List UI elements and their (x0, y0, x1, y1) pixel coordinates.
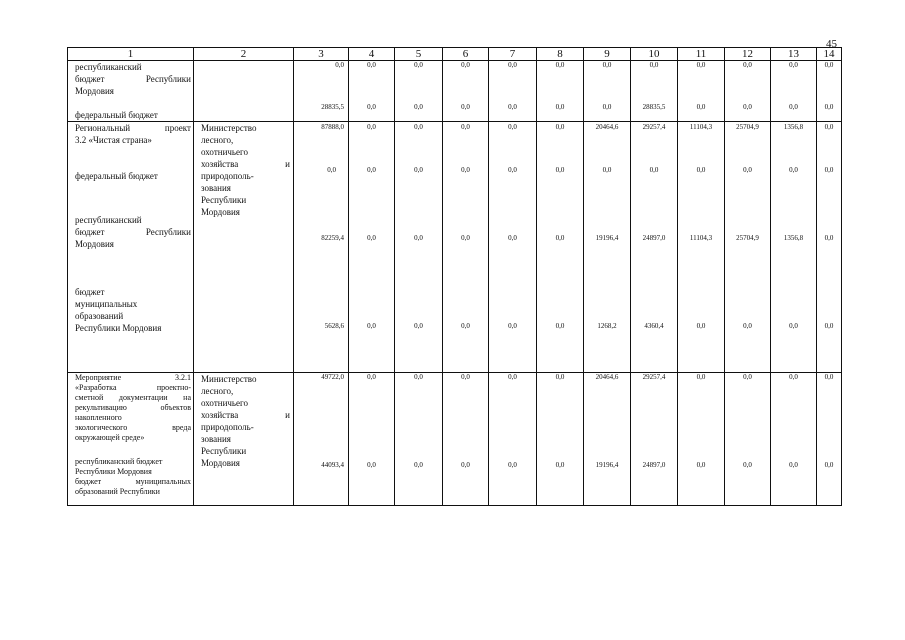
value-text: 0,0 (461, 234, 470, 242)
value-text: 0,0 (824, 61, 834, 69)
org-line: охотничьего (201, 398, 248, 408)
value-text: 0,0 (414, 234, 423, 242)
value-cell (584, 122, 631, 373)
value-text: 0,0 (602, 166, 612, 174)
value-text: 0,0 (555, 322, 565, 330)
org-line: лесного, (201, 135, 234, 145)
org-line: охотничьего (201, 147, 248, 157)
value-text: 0,0 (367, 322, 376, 330)
value-cell (817, 61, 842, 122)
value-text: 0,0 (555, 234, 565, 242)
row-description (68, 373, 194, 506)
value-text: 1356,8 (783, 123, 804, 131)
column-header: 14 (817, 48, 842, 61)
column-header: 12 (725, 48, 771, 61)
description-line: Мероприятие 3.2.1 (75, 373, 191, 382)
value-text: 0,0 (414, 373, 423, 381)
value-text: 0,0 (743, 322, 752, 330)
value-text: 0,0 (555, 373, 565, 381)
value-text: 82259,4 (321, 234, 344, 242)
description-line: сметной документации на (75, 393, 191, 402)
value-text: 1268,2 (597, 322, 617, 330)
value-text: 0,0 (367, 123, 376, 131)
value-text: 0,0 (602, 103, 612, 111)
org-line: хозяйства и (201, 159, 290, 169)
value-text: 0,0 (649, 61, 659, 69)
value-text: 29257,4 (642, 123, 666, 131)
column-header: 8 (537, 48, 584, 61)
description-line: окружающей среде» (75, 433, 145, 442)
value-cell (489, 373, 537, 506)
value-cell (678, 122, 725, 373)
value-text: 0,0 (696, 373, 706, 381)
column-header: 1 (68, 48, 194, 61)
column-header: 6 (443, 48, 489, 61)
value-text: 0,0 (649, 166, 659, 174)
value-text: 19196,4 (595, 461, 619, 469)
value-cell (489, 122, 537, 373)
value-cell (631, 373, 678, 506)
description-line: республиканский бюджет (75, 457, 163, 466)
value-cell (395, 373, 443, 506)
value-text: 0,0 (696, 166, 706, 174)
value-text: 0,0 (508, 103, 517, 111)
value-text: 0,0 (743, 166, 752, 174)
value-cell (817, 373, 842, 506)
value-text: 0,0 (461, 373, 470, 381)
org-line: Мордовия (201, 207, 240, 217)
value-text: 24897,0 (642, 461, 666, 469)
value-text: 28835,5 (642, 103, 666, 111)
value-text: 0,0 (824, 461, 834, 469)
value-text: 0,0 (696, 322, 706, 330)
value-cell (771, 373, 817, 506)
description-line: муниципальных (75, 299, 138, 309)
value-text: 0,0 (824, 103, 834, 111)
description-line: бюджет муниципальных (75, 477, 191, 486)
value-text: 0,0 (789, 61, 798, 69)
value-cell (678, 373, 725, 506)
row-description (68, 61, 194, 122)
value-text: 0,0 (461, 103, 470, 111)
value-cell (443, 61, 489, 122)
value-text: 0,0 (696, 61, 706, 69)
value-cell (294, 122, 349, 373)
value-text: 49722,0 (321, 373, 344, 381)
value-cell (631, 122, 678, 373)
responsible-org (194, 373, 294, 506)
value-text: 0,0 (461, 61, 470, 69)
description-line: рекультивацию объектов (75, 403, 191, 412)
value-text: 4360,4 (644, 322, 664, 330)
value-cell (537, 61, 584, 122)
value-text: 0,0 (789, 373, 798, 381)
row-description (68, 122, 194, 373)
value-cell (631, 61, 678, 122)
value-cell (771, 61, 817, 122)
value-cell (395, 61, 443, 122)
value-text: 0,0 (508, 373, 517, 381)
value-cell (294, 373, 349, 506)
value-text: 0,0 (414, 322, 423, 330)
value-text: 20464,6 (595, 123, 619, 131)
table-row (68, 61, 842, 122)
value-text: 87888,0 (321, 123, 344, 131)
org-line: лесного, (201, 386, 234, 396)
description-line: федеральный бюджет (75, 171, 158, 181)
value-text: 0,0 (824, 234, 834, 242)
value-text: 0,0 (508, 322, 517, 330)
value-text: 0,0 (367, 234, 376, 242)
value-text: 24897,0 (642, 234, 666, 242)
description-line: образований Республики (75, 487, 160, 496)
value-cell (817, 122, 842, 373)
description-line: бюджет (75, 287, 105, 297)
org-line: Министерство (201, 123, 257, 133)
responsible-org (194, 122, 294, 373)
org-line: зования (201, 183, 231, 193)
value-cell (725, 61, 771, 122)
value-text: 11104,3 (689, 123, 713, 131)
value-text: 0,0 (414, 123, 423, 131)
column-header-row (68, 48, 842, 61)
value-text: 29257,4 (642, 373, 666, 381)
value-text: 11104,3 (689, 234, 713, 242)
description-line: федеральный бюджет (75, 110, 158, 120)
value-cell (349, 61, 395, 122)
column-header: 7 (489, 48, 537, 61)
value-text: 0,0 (789, 461, 798, 469)
description-line: бюджет Республики (75, 74, 191, 84)
org-line: природополь- (201, 422, 254, 432)
value-text: 0,0 (508, 123, 517, 131)
column-header: 3 (294, 48, 349, 61)
column-header: 10 (631, 48, 678, 61)
column-header: 2 (194, 48, 294, 61)
value-text: 28835,5 (321, 103, 344, 111)
value-text: 0,0 (461, 166, 470, 174)
value-text: 20464,6 (595, 373, 619, 381)
value-cell (725, 373, 771, 506)
table-row (68, 122, 842, 373)
value-text: 25704,9 (736, 234, 759, 242)
value-text: 0,0 (508, 461, 517, 469)
value-cell (537, 122, 584, 373)
description-line: республиканский (75, 215, 142, 225)
table-row (68, 373, 842, 506)
value-cell (294, 61, 349, 122)
value-text: 19196,4 (595, 234, 619, 242)
value-text: 0,0 (696, 461, 706, 469)
value-text: 0,0 (743, 61, 752, 69)
org-line: Мордовия (201, 458, 240, 468)
value-text: 0,0 (789, 103, 798, 111)
value-cell (678, 61, 725, 122)
value-cell (584, 61, 631, 122)
value-text: 0,0 (414, 103, 423, 111)
value-cell (489, 61, 537, 122)
description-line: Республики Мордовия (75, 467, 152, 476)
value-text: 0,0 (743, 461, 752, 469)
value-text: 0,0 (743, 103, 752, 111)
org-line: Республики (201, 195, 247, 205)
value-text: 0,0 (367, 461, 376, 469)
value-text: 0,0 (367, 373, 376, 381)
value-text: 0,0 (461, 322, 470, 330)
description-line: накопленного (75, 413, 122, 422)
org-line: хозяйства и (201, 410, 290, 420)
value-text: 0,0 (789, 322, 798, 330)
value-cell (443, 373, 489, 506)
value-text: 0,0 (824, 123, 834, 131)
value-text: 0,0 (508, 61, 517, 69)
value-text: 0,0 (327, 166, 336, 174)
value-text: 0,0 (743, 373, 752, 381)
description-line: Региональный проект (75, 123, 191, 133)
column-header: 5 (395, 48, 443, 61)
value-text: 0,0 (414, 461, 423, 469)
value-text: 0,0 (555, 61, 565, 69)
value-text: 44093,4 (321, 461, 344, 469)
org-line: зования (201, 434, 231, 444)
description-line: Республики Мордовия (75, 323, 162, 333)
value-text: 0,0 (461, 123, 470, 131)
description-line: Мордовия (75, 86, 114, 96)
value-text: 0,0 (461, 461, 470, 469)
budget-table (67, 47, 842, 506)
value-cell (349, 373, 395, 506)
value-cell (771, 122, 817, 373)
value-text: 0,0 (367, 61, 376, 69)
description-line: «Разработка проектно- (75, 383, 191, 392)
value-text: 0,0 (367, 103, 376, 111)
description-line: экологического вреда (75, 423, 191, 432)
column-header: 11 (678, 48, 725, 61)
value-text: 0,0 (824, 373, 834, 381)
value-text: 0,0 (508, 166, 517, 174)
org-line: природополь- (201, 171, 254, 181)
value-text: 0,0 (414, 166, 423, 174)
value-text: 0,0 (508, 234, 517, 242)
value-text: 1356,8 (783, 234, 804, 242)
value-cell (443, 122, 489, 373)
value-cell (725, 122, 771, 373)
description-line: образований (75, 311, 124, 321)
column-header: 13 (771, 48, 817, 61)
value-text: 0,0 (696, 103, 706, 111)
value-text: 0,0 (367, 166, 376, 174)
description-line: 3.2 «Чистая страна» (75, 135, 152, 145)
org-line: Республики (201, 446, 247, 456)
description-line: Мордовия (75, 239, 114, 249)
description-line: республиканский (75, 62, 142, 72)
value-text: 0,0 (555, 166, 565, 174)
value-text: 0,0 (602, 61, 612, 69)
value-cell (395, 122, 443, 373)
column-header: 9 (584, 48, 631, 61)
value-cell (537, 373, 584, 506)
column-header: 4 (349, 48, 395, 61)
value-text: 25704,9 (736, 123, 759, 131)
value-cell (584, 373, 631, 506)
value-text: 0,0 (335, 61, 344, 69)
value-text: 0,0 (824, 166, 834, 174)
value-text: 5628,6 (324, 322, 344, 330)
value-cell (349, 122, 395, 373)
value-text: 0,0 (789, 166, 798, 174)
responsible-org (194, 61, 294, 122)
org-line: Министерство (201, 374, 257, 384)
value-text: 0,0 (555, 461, 565, 469)
value-text: 0,0 (555, 123, 565, 131)
value-text: 0,0 (414, 61, 423, 69)
value-text: 0,0 (555, 103, 565, 111)
value-text: 0,0 (824, 322, 834, 330)
page-number: 45 (826, 38, 837, 50)
description-line: бюджет Республики (75, 227, 191, 237)
